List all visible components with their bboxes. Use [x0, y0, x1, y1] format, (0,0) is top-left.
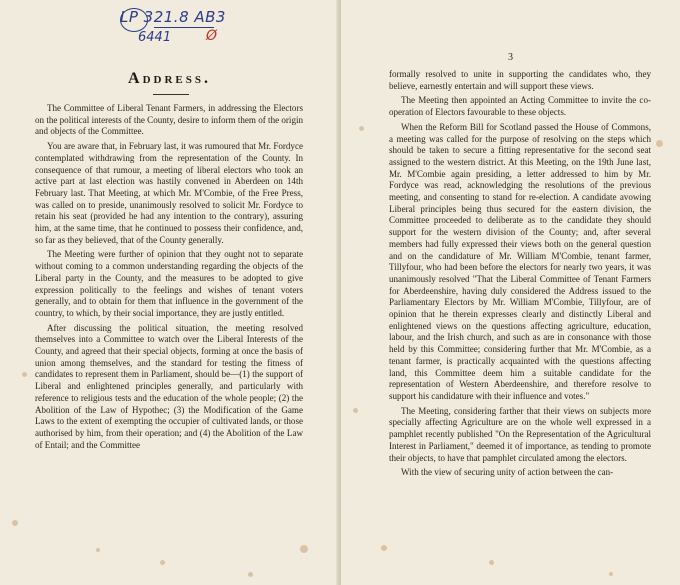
paragraph: With the view of securing unity of action between the can- [401, 467, 614, 478]
foxing-spot [609, 572, 613, 576]
left-page [0, 0, 339, 585]
foxing-spot [359, 126, 364, 131]
foxing-spot [248, 572, 253, 577]
paragraph: formally resolved to unite in supporting the candidates who, they believe, earnestly entertain and will support these views. [389, 69, 651, 91]
paragraph: The Meeting were further of opinion that they ought not to separate without coming to a common understanding regarding the objects of the Liberal party in the County, and the measures to be adopted to give expression politically to the feelings and wishes of tenant voters generally, and to obtain for them that influence in the government of the country, to which, by their social importance, they are justly entitled. [35, 249, 303, 318]
foxing-spot [656, 140, 663, 147]
paragraph: When the Reform Bill for Scotland passed the House of Commons, a meeting was called for the purpose of resolving on the steps which should be taken to secure a fitting representative for the second seat assigned to the western district. At this Meeting, on the 19th June last, Mr. M'Combie again presiding, a letter addressed to him by Mr. Fordyce was read, acknowledging the resolutions of the previous meeting, and consenting to stand for re-election. A candidate avowing Liberal principles being thus secured for the eastern division, the Committee proceeded to deliberate as to the candidate they should support for the western division of the County; and, after several members had fully expressed their views both on the general question and on the candidature of Mr. William M'Combie, tenant farmer, Tillyfour, who had been before the electors for nearly two years, it was unanimously resolved "That the Liberal Committee of Tenant Farmers for Aberdeenshire, having duly considered the Address issued to the Parliamentary Electors by Mr. William M'Combie, Tillyfour, are of opinion that he therein expresses clearly and distinctly Liberal and enlightened views on the questions affecting agriculture, education, labour, and the Irish church, and such as are in consonance with those held by this Committee; considering further that Mr. M'Combie, as a tenant farmer, is practically acquainted with the questions affecting land, this Committee deem him a suitable candidate for the representation of Western Aberdeenshire, and therefore resolve to support his candidature with their influence and votes." [389, 121, 651, 401]
paragraph: The Meeting, considering farther that their views on subjects more specially affecting Agriculture are on the whole well expressed in a pamphlet recently published "On the Representation of the Agricultural Interest in Parliament," deemed it of importance, as tending to promote their objects, to have that pamphlet circulated among the electors. [389, 405, 651, 463]
left-body-text [35, 103, 303, 454]
page-title: Address. [128, 70, 211, 87]
foxing-spot [12, 520, 18, 526]
shelfmark-line2: 6441 [138, 30, 172, 45]
foxing-spot [353, 408, 358, 413]
paragraph: You are aware that, in February last, it was rumoured that Mr. Fordyce contemplated withdrawing from the representation of the County. In consequence of that rumour, a meeting of liberal electors who took an active part at last election was hastily convened in Aberdeen on 14th February last. That Meeting, at which Mr. M'Combie, of the Free Press, was called on to preside, unanimously resolved to solicit Mr. Fordyce to retain his seat (provided he had any intention to the contrary), assuring him, at the same time, that he continued to possess their confidence, and, so far as they believed, that of the County generally. [35, 141, 303, 245]
right-body-text [389, 69, 651, 482]
foxing-spot [22, 372, 27, 377]
shelfmark-annotation [120, 8, 230, 58]
paragraph: After discussing the political situation, the meeting resolved themselves into a Committee to watch over the Liberal Interests of the County, and agreed that their special objects, forming at once the basis of union among themselves, and the standard for testing the fitness of candidates to represent them in Parliament, should be—(1) the support of Liberal and enlightened principles generally, and particularly with reference to religious tests and the education of the whole people; (2) the Abolition of the Law of Hypothec; (3) the Modification of the Game Laws to the extent of exempting the occupier of cultivated lands, or those authorised by him, from their operation; and (4) the Abolition of the Law of Entail; and the Committee [35, 322, 303, 450]
shelfmark-line1: LP 321.8 AB3 [120, 8, 226, 26]
page-number: 3 [508, 52, 513, 63]
shelfmark-underline [154, 27, 214, 28]
right-page [341, 0, 680, 585]
paragraph: The Meeting then appointed an Acting Committee to invite the co-operation of Electors favourable to these objects. [389, 95, 651, 118]
foxing-spot [300, 545, 308, 553]
foxing-spot [96, 548, 100, 552]
title-rule [153, 94, 189, 95]
foxing-spot [160, 560, 165, 565]
foxing-spot [489, 560, 494, 565]
paragraph: The Committee of Liberal Tenant Farmers, in addressing the Electors on the political interests of the County, desire to inform them of the origin and objects of the Committee. [35, 103, 303, 137]
shelfmark-mark: Ø [206, 28, 218, 44]
foxing-spot [381, 545, 387, 551]
